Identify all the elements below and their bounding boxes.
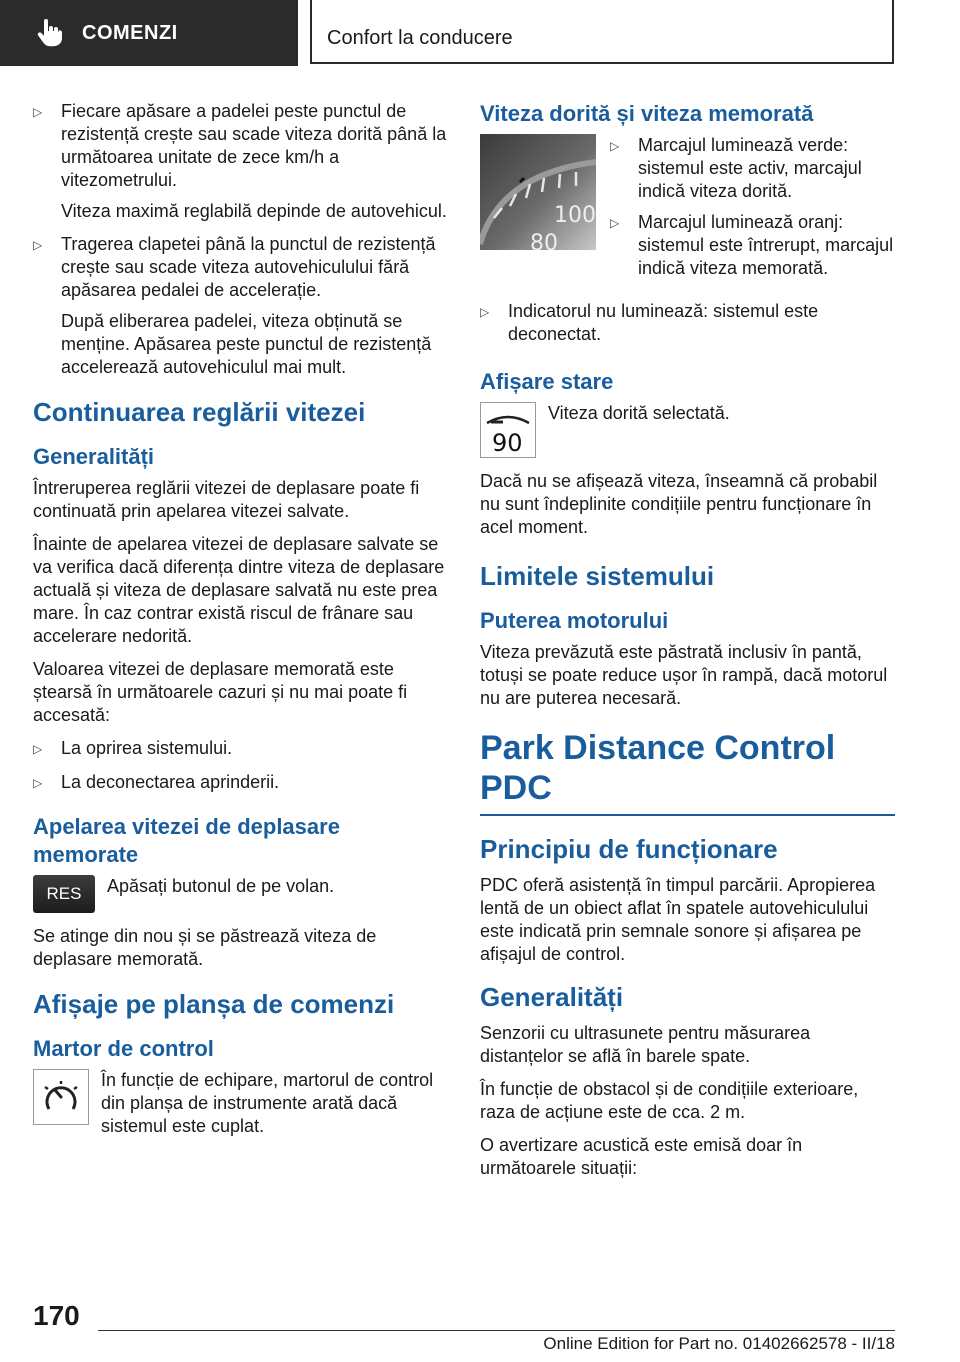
- heading-rule: [480, 814, 895, 816]
- edition-text: Online Edition for Part no. 01402662578 - II/18: [543, 1334, 895, 1353]
- speedo-label-80: 80: [530, 231, 558, 250]
- heading-desired-speed: Viteza dorită și viteza memorată: [480, 101, 814, 126]
- status-icon-box: [480, 402, 536, 458]
- heading-pdc: Park Distance Control PDC: [480, 729, 836, 807]
- right-column: [480, 100, 895, 1190]
- paragraph: La deconectarea aprinderii.: [61, 772, 280, 792]
- paragraph: Se atinge din nou și se păstrează viteza de deplasare memorată.: [33, 926, 377, 969]
- paragraph: Viteza maximă reglabilă depinde de autovehicul.: [61, 201, 447, 221]
- paragraph: Apăsați butonul de pe volan.: [107, 876, 335, 896]
- paragraph: O avertizare acustică este emisă doar în următoarele situații:: [480, 1135, 803, 1178]
- paragraph: Indicatorul nu luminează: sistemul este deconectat.: [508, 301, 819, 344]
- heading-continue: Continuarea reglării vitezei: [33, 397, 366, 427]
- paragraph: Viteza prevăzută este păstrată inclusiv în pantă, totuși se poate reduce ușor în rampă, dacă motorul nu are puterea necesară.: [480, 642, 888, 708]
- triangle-bullet-icon: ▷: [33, 742, 43, 756]
- indicator-row: [33, 1069, 448, 1148]
- paragraph: PDC oferă asistență în timpul parcării. Apropierea lentă de un obiect aflat în spatele autovehiculului este indicată prin semnale sonore și afișarea pe afișajul de control.: [480, 875, 876, 964]
- paragraph: Valoarea vitezei de deplasare memorată este ștearsă în următoarele cazuri și nu mai poate fi accesată:: [33, 659, 408, 725]
- heading-displays: Afișaje pe planșa de comenzi: [33, 989, 395, 1019]
- heading-indicator: Martor de control: [33, 1036, 214, 1061]
- list-item: [610, 211, 895, 280]
- speedo-row: [480, 134, 895, 288]
- paragraph: La oprirea sistemului.: [61, 738, 233, 758]
- paragraph: În funcție de obstacol și de condițiile exterioare, raza de acțiune este de cca. 2 m.: [480, 1079, 859, 1122]
- speedometer-icon: [39, 1075, 83, 1119]
- heading-general-2: Generalități: [480, 982, 624, 1012]
- page-number: 170: [33, 1300, 80, 1331]
- paragraph: Întreruperea reglării vitezei de deplasare poate fi continuată prin apelarea vitezei salvate.: [33, 478, 420, 521]
- triangle-bullet-icon: ▷: [610, 216, 620, 230]
- list-item: [33, 233, 448, 379]
- section-tab: [0, 0, 298, 66]
- speedometer-image: [480, 134, 596, 250]
- list-item: [610, 134, 895, 203]
- speedo-label-100: 100: [554, 203, 596, 228]
- heading-general: Generalități: [33, 444, 155, 469]
- list-item: [33, 771, 448, 795]
- page-header: [0, 0, 960, 66]
- paragraph: După eliberarea padelei, viteza obținută se menține. Apăsarea peste punctul de rezistență accelerează autovehiculul mai mult.: [61, 311, 432, 377]
- hand-touch-icon: [34, 18, 64, 48]
- chapter-frame: [310, 0, 894, 64]
- paragraph: Înainte de apelarea vitezei de deplasare salvate se va verifica dacă diferența dintre viteza de deplasare actuală și viteza de deplasare salvată nu este prea mare. În caz contrar există riscul de frânare sau accelerare nedorită.: [33, 534, 445, 646]
- chapter-title: Confort la conducere: [327, 27, 513, 49]
- paragraph: În funcție de echipare, martorul de control din planșa de instrumente arată dacă sistemul este cuplat.: [101, 1070, 434, 1136]
- status-speed-number: 90: [492, 429, 523, 455]
- paragraph: Viteza dorită selectată.: [548, 403, 730, 423]
- heading-principle: Principiu de funcționare: [480, 834, 778, 864]
- paragraph: Dacă nu se afișează viteza, înseamnă că probabil nu sunt îndeplinite condițiile pentru funcționare în acel moment.: [480, 471, 878, 537]
- section-label: COMENZI: [82, 21, 178, 44]
- list-item: [480, 300, 895, 346]
- triangle-bullet-icon: ▷: [610, 139, 620, 153]
- triangle-bullet-icon: ▷: [33, 776, 43, 790]
- triangle-bullet-icon: ▷: [480, 305, 490, 319]
- heading-status: Afișare stare: [480, 369, 614, 394]
- footer-rule: [98, 1330, 895, 1331]
- list-item: [33, 737, 448, 761]
- left-column: [33, 100, 448, 1160]
- res-button-row: [33, 875, 448, 913]
- triangle-bullet-icon: ▷: [33, 238, 43, 252]
- paragraph: Tragerea clapetei până la punctul de rezistență crește sau scade viteza autovehiculului fără apăsarea pedalei de accelerație.: [61, 234, 436, 300]
- paragraph: Fiecare apăsare a padelei peste punctul de rezistență crește sau scade viteza dorită până la următoarea unitate de zece km/h a vitezometrului.: [61, 101, 447, 190]
- paragraph: Marcajul luminează verde: sistemul este activ, marcajul indică viteza dorită.: [638, 135, 862, 201]
- list-item: [33, 100, 448, 223]
- heading-engine: Puterea motorului: [480, 608, 669, 633]
- paragraph: Marcajul luminează oranj: sistemul este întrerupt, marcajul indică viteza memorată.: [638, 212, 894, 278]
- indicator-icon-box: [33, 1069, 89, 1125]
- heading-recall: Apelarea vitezei de deplasare memorate: [33, 814, 340, 867]
- res-button-label: RES: [46, 884, 82, 903]
- status-row: [480, 402, 895, 458]
- paragraph: Senzorii cu ultrasunete pentru măsurarea distanțelor se află în barele spate.: [480, 1023, 811, 1066]
- heading-limits: Limitele sistemului: [480, 561, 715, 591]
- res-button-image: [33, 875, 95, 913]
- desired-speed-icon: [483, 405, 533, 455]
- triangle-bullet-icon: ▷: [33, 105, 43, 119]
